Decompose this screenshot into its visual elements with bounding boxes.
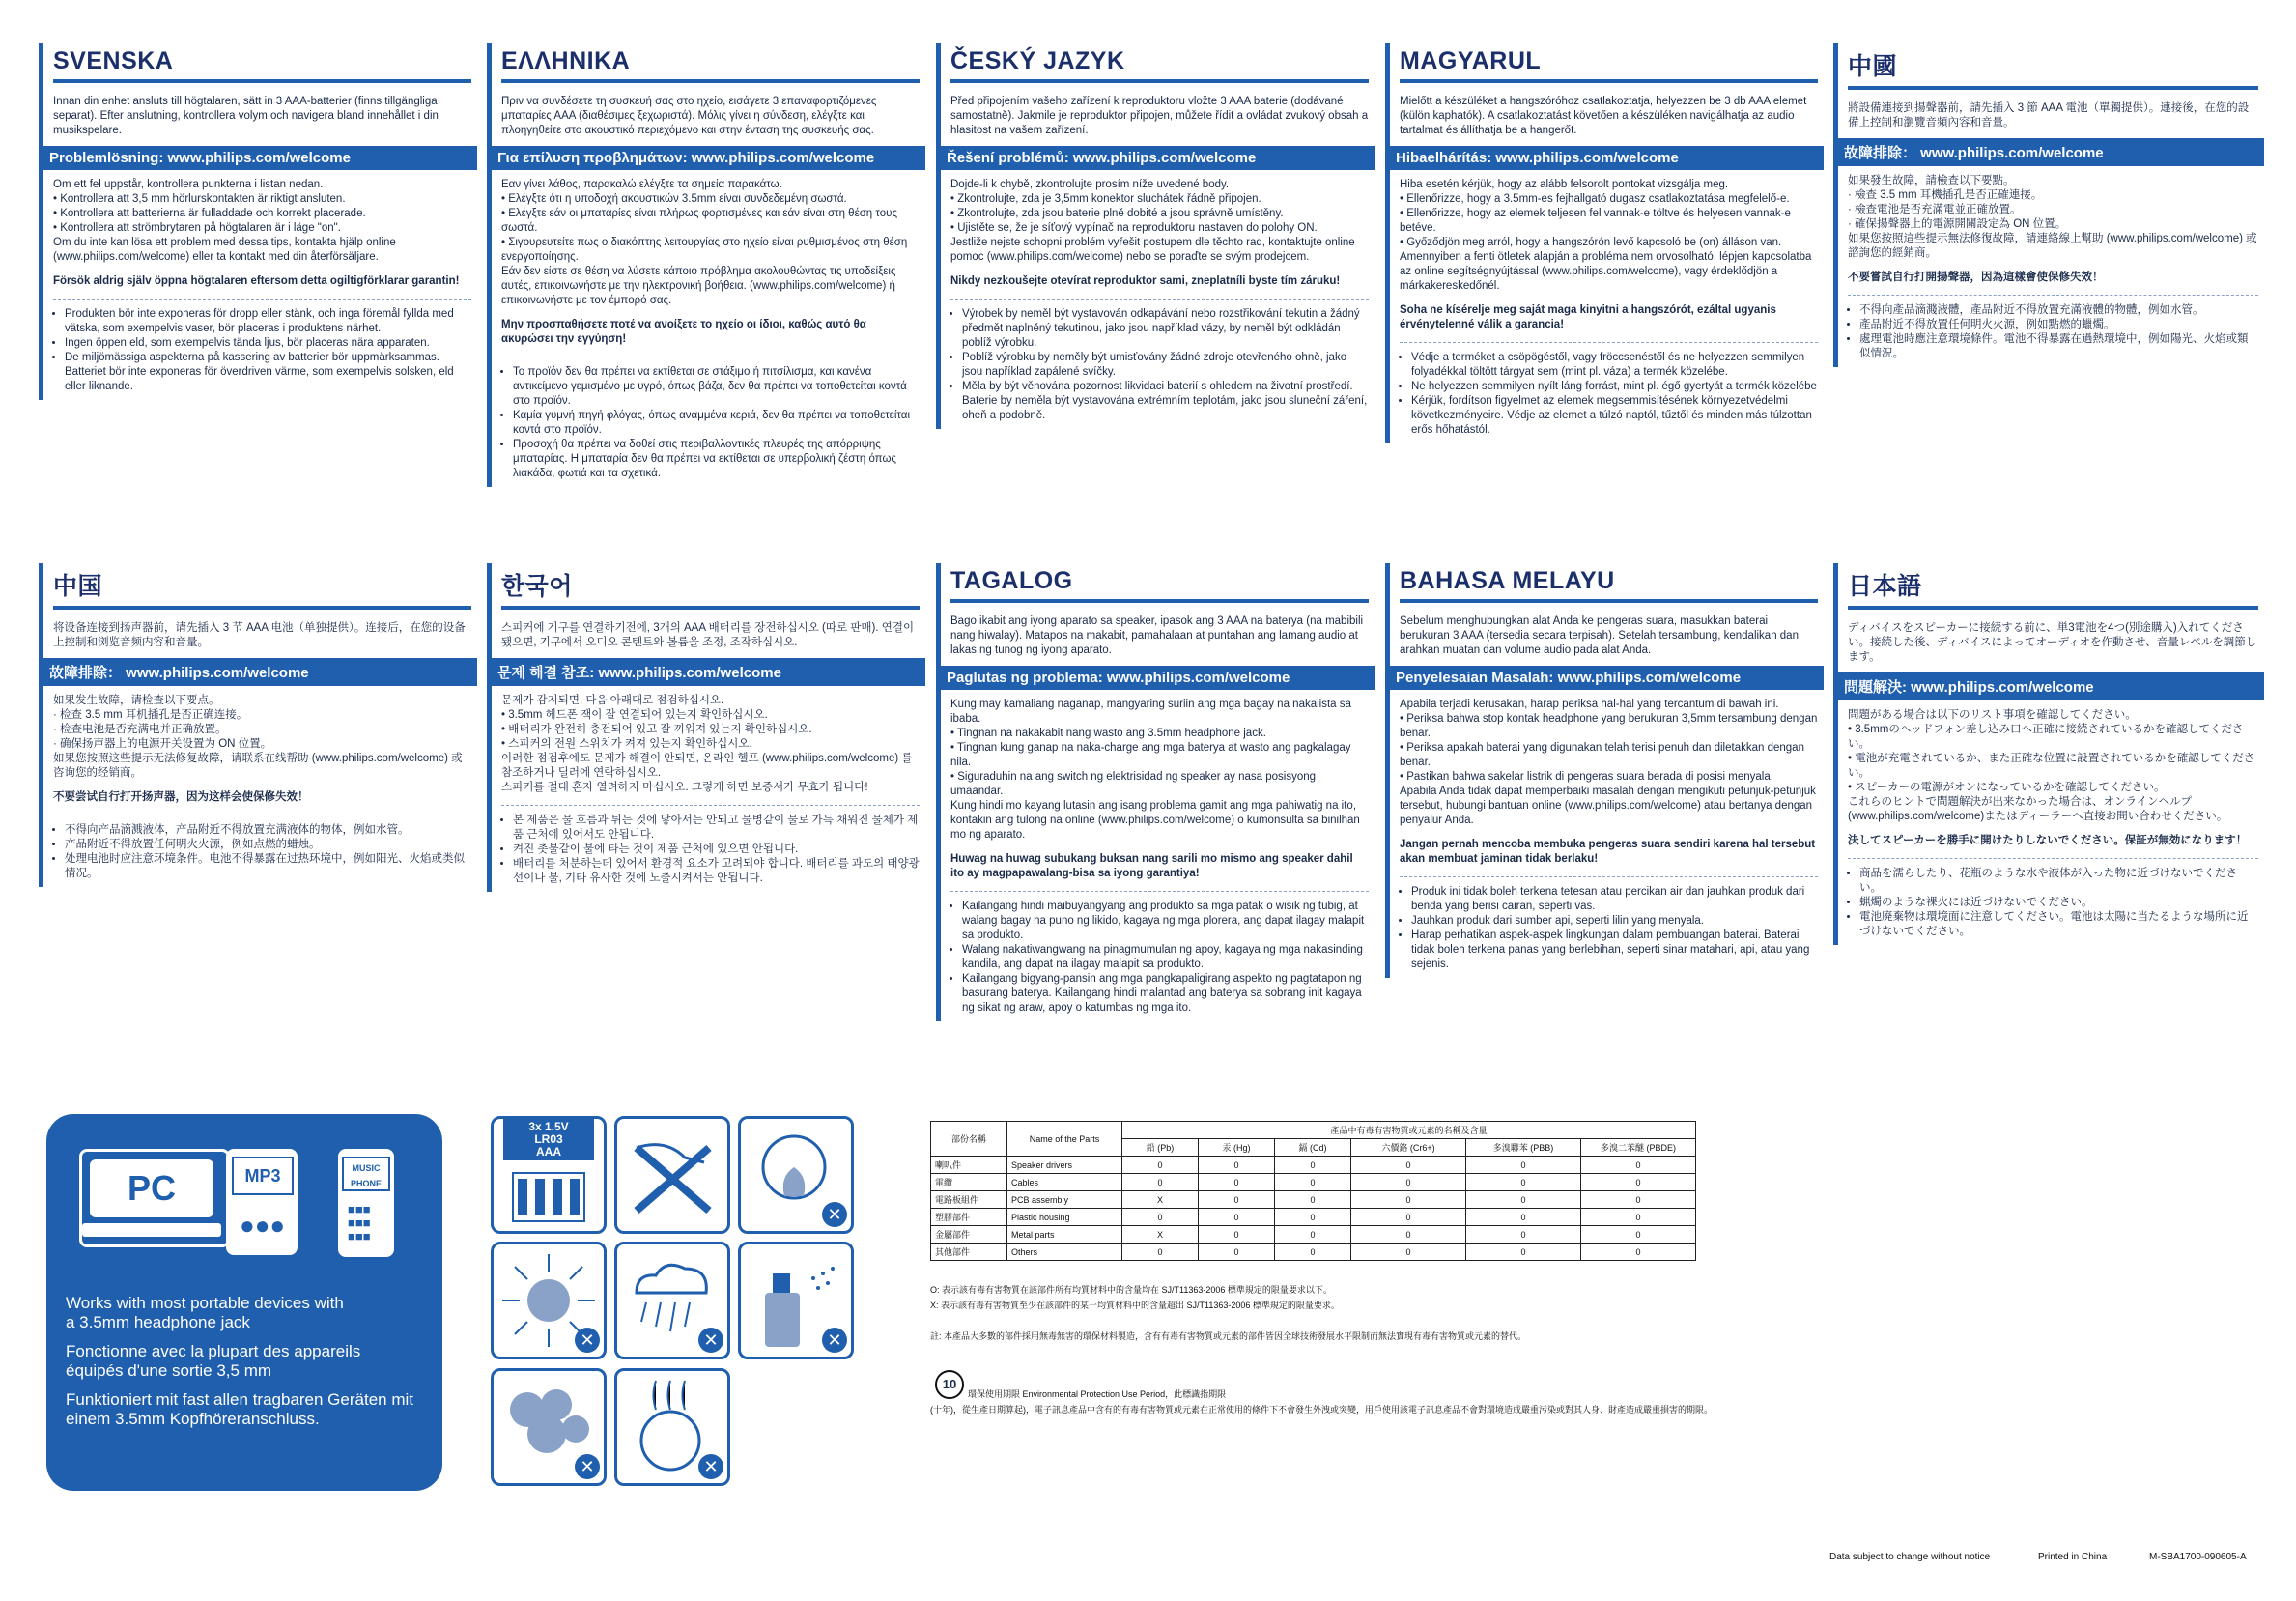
battery-label: 3x 1.5V LR03 AAA [503, 1119, 594, 1160]
no-magnet-icon-box [614, 1368, 730, 1486]
safety-item: • 处理电池时应注意环境条件。电池不得暴露在过热环境中，例如阳光、火焰或类似情况。 [65, 852, 471, 881]
part-zh: 電纜 [931, 1174, 1007, 1191]
section-intro: Sebelum menghubungkan alat Anda ke pengeras suara, masukkan baterai berukuran 3 AAA (tersedia secara terpisah). Setelah tersambung, kendalikan dan arahkan muatan dan volume audio pada alat Anda. [1400, 615, 1799, 656]
safety-item: • Kailangang hindi maibuyangyang ang produkto sa mga patak o wisik ng tubig, at walang bagay na puno ng likido, kagaya ng mga plorera, ang dapat ilagay malapit sa produkto. [962, 900, 1369, 943]
safety-item: • 商品を濡らしたり、花瓶のような水や液体が入った物に近づけないでください。 [1859, 867, 2258, 896]
section-title: MAGYARUL [1400, 43, 1818, 83]
troubleshoot-bar[interactable]: Řešení problémů: www.philips.com/welcome [941, 146, 1375, 170]
note-alt: 註: 本產品大多數的部件採用無毒無害的環保材料製造，含有有毒有害物質或元素的部件皆因全球技術發展水平限制而無法實現有毒有害物質或元素的替代。 [930, 1331, 1527, 1341]
substance-header: 多溴二苯醚 (PBDE) [1581, 1139, 1696, 1157]
part-zh: 喇叭件 [931, 1157, 1007, 1174]
safety-list [950, 900, 1369, 1015]
part-en: Cables [1007, 1174, 1122, 1191]
table-cell: 0 [1466, 1157, 1581, 1174]
safety-item: • Ne helyezzen semmilyen nyílt láng forrást, mint pl. égő gyertyát a termék közelébe [1411, 380, 1818, 394]
safety-item: • Měla by být věnována pozornost likvidaci baterií s ohledem na životní prostředí. Baterie by neměla být vystavována extrémním teplotám, jako jsou sluneční záření, oheň a podobně. [962, 380, 1369, 423]
device-compat-de: Funktioniert mit fast allen tragbaren Geräten mit einem 3.5mm Kopfhöreranschluss. [66, 1390, 413, 1428]
table-title: 產品中有毒有害物質或元素的名稱及含量 [1122, 1122, 1696, 1139]
section-intro: Innan din enhet ansluts till högtalaren, sätt in 3 AAA-batterier (finns tillgängliga separat). Efter anslutning, kontrollera volym och navigera bland innehållet i din musikspelare. [53, 96, 439, 136]
part-zh: 塑膠部件 [931, 1209, 1007, 1226]
section-intro: Mielőtt a készüléket a hangszóróhoz csatlakoztatja, helyezzen be 3 db AAA elemet (külön kaphatók). A csatlakoztatást követően a készüléken navigálhatja az audio tartalmat és állíthatja be a hangerőt. [1400, 96, 1807, 136]
safety-item: • 電池廃棄物は環境面に注意してください。電池は太陽に当たるような場所に近づけないでください。 [1859, 910, 2258, 939]
col-part-zh: 部份名稱 [931, 1122, 1007, 1157]
no-drip-icon-box [614, 1116, 730, 1234]
prohibited-icon: ✕ [822, 1202, 847, 1227]
table-cell: 0 [1122, 1157, 1199, 1174]
section-cesky [936, 43, 1369, 429]
prohibited-icon: ✕ [822, 1328, 847, 1353]
table-cell: 0 [1122, 1174, 1199, 1191]
table-cell: 0 [1275, 1244, 1351, 1261]
section-zh-traditional [1833, 43, 2258, 367]
troubleshoot-bar[interactable]: Paglutas ng problema: www.philips.com/welcome [941, 666, 1375, 690]
table-cell: 0 [1466, 1244, 1581, 1261]
table-cell: 0 [1275, 1191, 1351, 1209]
table-cell: 0 [1351, 1209, 1466, 1226]
substance-header: 鉛 (Pb) [1122, 1139, 1199, 1157]
table-cell: 0 [1466, 1191, 1581, 1209]
section-intro: ディバイスをスピーカーに接続する前に、単3電池を4つ(別途購入)入れてください。接続した後、ディバイスによってオーディオを作動させ、音量レベルを調節します。 [1848, 622, 2257, 663]
no-spray-icon-box [738, 1242, 854, 1359]
table-cell: 0 [1199, 1174, 1275, 1191]
safety-list [501, 365, 920, 481]
safety-item: • 產品附近不得放置任何明火火源，例如點燃的蠟燭。 [1859, 318, 2258, 332]
table-cell: 0 [1466, 1209, 1581, 1226]
substance-header: 多溴聯苯 (PBB) [1466, 1139, 1581, 1157]
safety-item: • Kailangang bigyang-pansin ang mga pangkapaligirang aspekto ng pagtatapon ng basurang baterya. Kailangang hindi malantad ang baterya sa sobrang init kagaya ng sikat ng araw, apoy o katumbas ng mga ito. [962, 972, 1369, 1015]
table-row [931, 1191, 1696, 1209]
table-cell: 0 [1351, 1157, 1466, 1174]
section-japanese [1833, 563, 2258, 945]
table-row [931, 1226, 1696, 1244]
no-fire-icon-box [738, 1116, 854, 1234]
part-en: Speaker drivers [1007, 1157, 1122, 1174]
table-cell: 0 [1122, 1209, 1199, 1226]
music-phone-icon: MUSIC PHONE ■■■ ■■■ ■■■ [338, 1149, 394, 1257]
prohibited-icon: ✕ [575, 1454, 600, 1479]
safety-list [53, 823, 471, 881]
safety-item: • Kérjük, fordítson figyelmet az elemek megsemmisítésének környezetvédelmi következményeire. Védje az elemet a túlzó naptól, tűztől és minden más túlzottan erős hőhatástól. [1411, 394, 1818, 438]
divider [1848, 295, 2258, 296]
section-intro: Πριν να συνδέσετε τη συσκευή σας στο ηχείο, εισάγετε 3 επαναφορτιζόμενες μπαταρίες ΑΑΑ (διαθέσιμες ξεχωριστά). Μόλις γίνει η σύνδεση, ελέγξτε και πλοηγηθείτε στο ακουστικό περιεχόμενο και στην ένταση της συσκευής σας. [501, 96, 877, 136]
table-cell: 0 [1199, 1244, 1275, 1261]
table-cell: 0 [1122, 1244, 1199, 1261]
troubleshoot-bar[interactable]: Problemlösning: www.philips.com/welcome [43, 146, 477, 170]
prohibited-icon: ✕ [575, 1328, 600, 1353]
table-row [931, 1157, 1696, 1174]
safety-item: • 켜진 촛불같이 불에 타는 것이 제품 근처에 있으면 안됩니다. [513, 843, 920, 857]
warranty-warning: Soha ne kísérelje meg saját maga kinyitni a hangszórót, ezáltal ugyanis érvénytelenné válik a garancia! [1400, 304, 1776, 330]
warranty-warning: Μην προσπαθήσετε ποτέ να ανοίξετε το ηχείο οι ίδιοι, καθώς αυτό θα ακυρώσει την εγγύηση! [501, 319, 866, 345]
section-intro: Před připojením vašeho zařízení k reproduktoru vložte 3 AAA baterie (dodávané samostatně). Jakmile je reproduktor připojen, můžete řídit a ovládat zvukový obsah a hlasitost na vašem zařízení. [950, 96, 1369, 136]
table-cell: 0 [1199, 1209, 1275, 1226]
table-cell: 0 [1466, 1174, 1581, 1191]
epup-10-icon: 10 [935, 1370, 964, 1399]
table-cell: 0 [1581, 1174, 1696, 1191]
divider [950, 891, 1369, 892]
section-zh-simplified [39, 563, 471, 887]
safety-item: • Védje a terméket a csöpögéstől, vagy fröccsenéstől és ne helyezzen semmilyen folyadékkal töltött tárgyat sem (mint pl. váza) a termék közelébe. [1411, 351, 1818, 380]
troubleshoot-text: Εαν γίνει λάθος, παρακαλώ ελέγξτε τα σημεία παρακάτω. • Ελέγξτε ότι η υποδοχή ακουστικών 3.5mm είναι συνδεδεμένη σωστά. • Ελέγξτε εάν οι μπαταρίες είναι πλήρως φορτισμένες και εάν είναι στη θέση τους σωστά. • Σιγουρευτείτε πως ο διακόπτης λειτουργίας στο ηχείο είναι ρυθμισμένος στη θέση ενεργοποίησης. Εάν δεν είστε σε θέση να λύσετε κάποιο πρόβλημα ακολουθώντας τις υποδείξεις αυτές, επικοινωνήστε με την ηλεκτρονική βοήθεια. (www.philips.com/welcome) ή επικοινωνήστε με τον έμπορό σας. [501, 179, 908, 306]
troubleshoot-bar[interactable]: 故障排除： www.philips.com/welcome [1838, 138, 2264, 166]
troubleshoot-bar[interactable]: Penyelesaian Masalah: www.philips.com/welcome [1390, 666, 1824, 690]
safety-item: • Produk ini tidak boleh terkena tetesan atau percikan air dan jauhkan produk dari benda yang berisi cairan, seperti vas. [1411, 885, 1818, 914]
troubleshoot-text: Om ett fel uppstår, kontrollera punkterna i listan nedan. • Kontrollera att 3,5 mm hörlurskontakten är riktigt ansluten. • Kontrollera att batterierna är fulladdade och korrekt placerade. • Kontrollera att strömbrytaren på högtalaren är i läge "on". Om du inte kan lösa ett problem med dessa tips, kontakta hjälp online (www.philips.com/welcome) eller ta kontakt med din återförsäljare. [53, 179, 396, 263]
troubleshoot-bar[interactable]: 문제 해결 참조: www.philips.com/welcome [492, 658, 925, 686]
troubleshoot-bar[interactable]: 問題解決: www.philips.com/welcome [1838, 672, 2264, 700]
no-sun-icon-box [491, 1242, 607, 1359]
safety-list [53, 307, 471, 394]
section-title: 中國 [1848, 43, 2258, 90]
section-magyarul [1385, 43, 1818, 443]
section-title: ČESKÝ JAZYK [950, 43, 1369, 83]
warranty-warning: 不要尝试自行打开扬声器，因为这样会使保修失效！ [53, 791, 309, 803]
table-cell: 0 [1581, 1157, 1696, 1174]
safety-list [1400, 885, 1818, 972]
note-o: O: 表示該有毒有害物質在該部件所有均質材料中的含量均在 SJ/T11363-2006 標準規定的限量要求以下。 [930, 1285, 1332, 1295]
safety-item: • De miljömässiga aspekterna på kassering av batterier bör uppmärksammas. Batteriet bör inte exponeras för överdriven värme, som exempelvis solsken, eld eller liknande. [65, 351, 471, 394]
device-compat-en: Works with most portable devices with a 3.5mm headphone jack [66, 1294, 344, 1331]
warranty-warning: Huwag na huwag subukang buksan nang sarili mo mismo ang speaker dahil ito ay magpapawalang-bisa sa iyong garantiya! [950, 853, 1353, 879]
table-cell: 0 [1275, 1174, 1351, 1191]
footer-notice: Data subject to change without notice [1829, 1552, 1991, 1562]
safety-list [1848, 303, 2258, 361]
substance-header: 六價鉻 (Cr6+) [1351, 1139, 1466, 1157]
part-zh: 電路板組件 [931, 1191, 1007, 1209]
divider [950, 299, 1369, 300]
table-cell: 0 [1581, 1244, 1696, 1261]
footer-code: M-SBA1700-090605-A [2149, 1552, 2247, 1562]
pc-label: PC [90, 1159, 213, 1217]
divider [1848, 858, 2258, 859]
epup-text: (十年)，從生產日期算起)，電子訊息產品中含有的有毒有害物質或元素在正常使用的條件下不會發生外洩或突變，用戶使用該電子訊息產品不會對環境造成嚴重污染或對其人身、財產造成嚴重損害的期限。 [930, 1405, 1713, 1415]
safety-list [501, 814, 920, 886]
epup-title: 環保使用期限 Environmental Protection Use Period，此標識指期限 [968, 1389, 1227, 1399]
safety-item: • 蝋燭のような裸火には近づけないでください。 [1859, 896, 2258, 910]
safety-item: • 處理電池時應注意環境條件。電池不得暴露在過熱環境中，例如陽光、火焰或類似情況。 [1859, 332, 2258, 361]
substance-header: 鎘 (Cd) [1275, 1139, 1351, 1157]
table-row [931, 1174, 1696, 1191]
hazardous-substances-table [930, 1121, 1696, 1261]
col-part-en: Name of the Parts [1007, 1122, 1122, 1157]
troubleshoot-text: 문제가 감지되면, 다음 아래대로 점검하십시오. • 3.5mm 헤드폰 잭이 잘 연결되어 있는지 확인하십시오. • 배터리가 완전히 충전되어 있고 잘 끼워져 있는지 확인하십시오. • 스피커의 전원 스위치가 켜져 있는지 확인하십시오. 이러한 점검후에도 문제가 해결이 안되면, 온라인 헬프 (www.philips.com/welcome) 를 참조하거나 딜러에 연락하십시오. 스피커를 절대 혼자 열려하지 마십시오. 그렇게 하면 보증서가 무효가 됩니다! [501, 695, 913, 793]
safety-list [1848, 867, 2258, 939]
troubleshoot-text: 問題がある場合は以下のリスト事項を確認してください。 • 3.5mmのヘッドフォン差し込み口へ正確に接続されているかを確認してください。 • 電池が充電されているか、また正確な位置に設置されているかを確認してください。 • スピーカーの電源がオンになっているかを確認してください。 これらのヒントで問題解決が出来なかった場合は、オンラインヘルプ (www.philips.com/welcome)またはディーラーへ直接お問い合わせください。 [1848, 709, 2255, 822]
safety-item: • Jauhkan produk dari sumber api, seperti lilin yang menyala. [1411, 914, 1818, 929]
table-row [931, 1209, 1696, 1226]
no-rain-icon-box [614, 1242, 730, 1359]
table-cell: 0 [1351, 1191, 1466, 1209]
safety-item: • Produkten bör inte exponeras för dropp eller stänk, och inga föremål fyllda med vätska, som exempelvis vaser, bör placeras i produktens närhet. [65, 307, 471, 336]
troubleshoot-bar[interactable]: Για επίλυση προβλημάτων: www.philips.com/welcome [492, 146, 925, 170]
section-tagalog [936, 563, 1369, 1021]
section-title: SVENSKA [53, 43, 471, 83]
table-cell: 0 [1351, 1244, 1466, 1261]
prohibited-icon: ✕ [698, 1328, 723, 1353]
safety-item: • Harap perhatikan aspek-aspek lingkungan dalam pembuangan baterai. Baterai tidak boleh terkena panas yang berlebihan, seperti sinar matahari, api, atau yang sejenis. [1411, 929, 1818, 972]
section-title: 中国 [53, 563, 471, 610]
warranty-warning: Nikdy nezkoušejte otevírat reproduktor sami, zneplatníli byste tím záruku! [950, 275, 1341, 287]
troubleshoot-text: Kung may kamaliang naganap, mangyaring suriin ang mga bagay na nakalista sa ibaba. • Tingnan na nakakabit nang wasto ang 3.5mm headphone jack. • Tingnan kung ganap na naka-charge ang mga baterya at wasto ang pagkalagay nila. • Siguraduhin na ang switch ng elektrisidad ng speaker ay nasa posisyong umaandar. Kung hindi mo kayang lutasin ang isang problema gamit ang mga pahiwatig na ito, kontakin ang tulong na online (www.philips.com/welcome) o kumonsulta sa binilhan mo ng aparato. [950, 699, 1360, 841]
troubleshoot-bar[interactable]: Hibaelhárítás: www.philips.com/welcome [1390, 146, 1824, 170]
table-cell: X [1122, 1226, 1199, 1244]
divider [501, 805, 920, 806]
battery-icon-box [491, 1116, 607, 1234]
troubleshoot-text: Hiba esetén kérjük, hogy az alább felsorolt pontokat vizsgálja meg. • Ellenőrizze, hogy a 3.5mm-es fejhallgató dugasz csatlakoztatása megfelelő-e. • Ellenőrizze, hogy az elemek teljesen fel vannak-e töltve és helyesen vannak-e betéve. • Győződjön meg arról, hogy a hangszórón levő kapcsoló be (on) álláson van. Amennyiben a fenti ötletek alapján a probléma nem orvosolható, lépjen kapcsolatba az online segítségnyújtással (www.philips.com/welcome), vagy érdeklődjön a márkakereskedőnél. [1400, 179, 1812, 292]
safety-item: • 不得向产品滴溅液体，产品附近不得放置充满液体的物体，例如水管。 [65, 823, 471, 838]
table-cell: 0 [1466, 1226, 1581, 1244]
music-phone-label: MUSIC PHONE [342, 1157, 390, 1191]
section-title: 한국어 [501, 563, 920, 610]
part-en: Others [1007, 1244, 1122, 1261]
troubleshoot-text: 如果發生故障，請檢查以下要點。 · 檢查 3.5 mm 耳機插孔是否正確連接。 · 檢查電池是否充滿電並正確放置。 · 確保揚聲器上的電源開關設定為 ON 位置。 如果您按照這些提示無法修復故障，請連絡線上幫助 (www.philips.com/welcome) 或諮詢您的經銷商。 [1848, 175, 2257, 259]
table-cell: 0 [1581, 1209, 1696, 1226]
batteries-icon [512, 1172, 585, 1222]
safety-item: • Προσοχή θα πρέπει να δοθεί στις περιβαλλοντικές πλευρές της απόρριψης μπαταρίας. Η μπαταρία δεν θα πρέπει να εκτίθεται σε υπερβολική ζέστη όπως λιακάδα, φωτιά και τα σχετικά. [513, 438, 920, 481]
table-cell: 0 [1275, 1209, 1351, 1226]
mp3-label: MP3 [232, 1157, 294, 1195]
table-cell: 0 [1351, 1226, 1466, 1244]
table-cell: 0 [1275, 1157, 1351, 1174]
safety-list [1400, 351, 1818, 438]
section-title: BAHASA MELAYU [1400, 563, 1818, 603]
divider [1400, 342, 1818, 343]
footer-printed: Printed in China [2038, 1552, 2108, 1562]
section-title: 日本語 [1848, 563, 2258, 610]
note-x: X: 表示該有毒有害物質至少在該部件的某一均質材料中的含量超出 SJ/T11363-2006 標準規定的限量要求。 [930, 1301, 1340, 1310]
warranty-warning: 決してスピーカーを勝手に開けたりしないでください。保証が無効になります！ [1848, 835, 2248, 846]
safety-item: • 배터리를 처분하는데 있어서 환경적 요소가 고려되야 합니다. 배터리를 과도의 태양광선이나 불, 기타 유사한 것에 노출시켜서는 안됩니다. [513, 857, 920, 886]
hand-water-icon [617, 1119, 727, 1231]
section-ellinika [487, 43, 920, 487]
divider [53, 299, 471, 300]
mp3-player-icon: MP3 ●●● [226, 1149, 298, 1255]
divider [1400, 876, 1818, 877]
section-title: ΕΛΛΗΝΙΚΑ [501, 43, 920, 83]
section-intro: Bago ikabit ang iyong aparato sa speaker, ipasok ang 3 AAA na baterya (na mabibili nang hiwalay). Matapos na makabit, pamahalaan at puntahan ang lamang audio at lakas ng tunog ng iyong aparato. [950, 615, 1364, 656]
substance-header: 汞 (Hg) [1199, 1139, 1275, 1157]
section-intro: 將設備連接到揚聲器前，請先插入 3 節 AAA 電池（單獨提供）。連接後，在您的設備上控制和瀏覽音頻內容和音量。 [1848, 102, 2250, 129]
prohibited-icon: ✕ [698, 1454, 723, 1479]
troubleshoot-text: Apabila terjadi kerusakan, harap periksa hal-hal yang tercantum di bawah ini. • Periksa bahwa stop kontak headphone yang berukuran 3,5mm tersambung dengan benar. • Periksa apakah baterai yang digunakan telah terisi penuh dan diletakkan dengan benar. • Pastikan bahwa sakelar listrik di pengeras suara berada di posisi menyala. Apabila Anda tidak dapat memperbaiki masalah dengan mengikuti petunjuk-petunjuk tersebut, hubungi bantuan online (www.philips.com/welcome) atau bertanya dengan penyalur Anda. [1400, 699, 1818, 826]
part-zh: 金屬部件 [931, 1226, 1007, 1244]
table-cell: 0 [1275, 1226, 1351, 1244]
part-zh: 其他部件 [931, 1244, 1007, 1261]
table-cell: 0 [1581, 1191, 1696, 1209]
section-bahasa-melayu [1385, 563, 1818, 978]
part-en: Plastic housing [1007, 1209, 1122, 1226]
section-intro: 스피커에 기구를 연결하기전에, 3개의 AAA 배터리를 장전하십시오 (따로 판매). 연결이 됐으면, 기구에서 오디오 콘텐트와 볼륨을 조정, 조작하십시오. [501, 622, 915, 648]
safety-item: • Καμία γυμνή πηγή φλόγας, όπως αναμμένα κεριά, δεν θα πρέπει να τοποθετείται κοντά στο προϊόν. [513, 409, 920, 438]
devices-panel [46, 1114, 442, 1491]
safety-item: • 不得向產品滴濺液體，產品附近不得放置充滿液體的物體，例如水管。 [1859, 303, 2258, 318]
part-en: Metal parts [1007, 1226, 1122, 1244]
safety-item: • Walang nakatiwangwang na pinagmumulan ng apoy, kagaya ng mga nakasinding kandila, ang dapat na ilagay malapit sa produkto. [962, 943, 1369, 972]
section-title: TAGALOG [950, 563, 1369, 603]
section-intro: 将设备连接到扬声器前，请先插入 3 节 AAA 电池（单独提供）。连接后，在您的设备上控制和浏览音频内容和音量。 [53, 622, 466, 648]
safety-item: • Výrobek by neměl být vystavován odkapávání nebo rozstřikování tekutin a žádný předmět naplněný tekutinou, jako jsou například vázy, by neměl být odkládán poblíž výrobku. [962, 307, 1369, 351]
warranty-warning: Jangan pernah mencoba membuka pengeras suara sendiri karena hal tersebut akan membuat jaminan tidak berlaku! [1400, 839, 1816, 865]
pc-laptop-icon [79, 1149, 230, 1247]
section-korean [487, 563, 920, 892]
table-cell: X [1122, 1191, 1199, 1209]
safety-item: • Ingen öppen eld, som exempelvis tända ljus, bör placeras nära apparaten. [65, 336, 471, 351]
device-compat-fr: Fonctionne avec la plupart des appareils équipés d'une sortie 3,5 mm [66, 1342, 361, 1380]
table-cell: 0 [1199, 1157, 1275, 1174]
safety-item: • 产品附近不得放置任何明火火源，例如点燃的蜡烛。 [65, 838, 471, 852]
safety-item: • Το προϊόν δεν θα πρέπει να εκτίθεται σε στάξιμο ή πιτσίλισμα, και κανένα αντικείμενο γεμισμένο με υγρό, όπως βάζα, δεν θα πρέπει να τοποθετείται κοντά στο προϊόν. [513, 365, 920, 409]
table-cell: 0 [1199, 1191, 1275, 1209]
table-cell: 0 [1581, 1226, 1696, 1244]
troubleshoot-text: Dojde-li k chybě, zkontrolujte prosím níže uvedené body. • Zkontrolujte, zda je 3,5mm konektor sluchátek řádně připojen. • Zkontrolujte, zda jsou baterie plně dobité a jsou správně umístěny. • Ujistěte se, že je síťový vypínač na reproduktoru nastaven do polohy ON. Jestliže nejste schopni problém vyřešit postupem dle těchto rad, kontaktujte online pomoc (www.philips.com/welcome) nebo se poraďte se svým prodejcem. [950, 179, 1355, 263]
no-dust-icon-box [491, 1368, 607, 1486]
safety-list [950, 307, 1369, 423]
part-en: PCB assembly [1007, 1191, 1122, 1209]
troubleshoot-text: 如果发生故障，请检查以下要点。 · 检查 3.5 mm 耳机插孔是否正确连接。 · 检查电池是否充满电并正确放置。 · 确保扬声器上的电源开关设置为 ON 位置。 如果您按照这些提示无法修复故障，请联系在线帮助 (www.philips.com/welcome) 或咨询您的经销商。 [53, 695, 463, 779]
warranty-warning: Försök aldrig själv öppna högtalaren eftersom detta ogiltigförklarar garantin! [53, 275, 460, 287]
table-row [931, 1244, 1696, 1261]
warranty-warning: 不要嘗試自行打開揚聲器，因為這樣會使保修失效！ [1848, 272, 2104, 283]
troubleshoot-bar[interactable]: 故障排除： www.philips.com/welcome [43, 658, 477, 686]
section-svenska [39, 43, 471, 400]
safety-item: • 본 제품은 물 흐름과 튀는 것에 닿아서는 안되고 물병같이 물로 가득 채워진 물체가 제품 근처에 있어서도 안됩니다. [513, 814, 920, 843]
table-cell: 0 [1351, 1174, 1466, 1191]
table-cell: 0 [1199, 1226, 1275, 1244]
safety-item: • Poblíž výrobku by neměly být umisťovány žádné zdroje otevřeného ohně, jako jsou například zapálené svíčky. [962, 351, 1369, 380]
